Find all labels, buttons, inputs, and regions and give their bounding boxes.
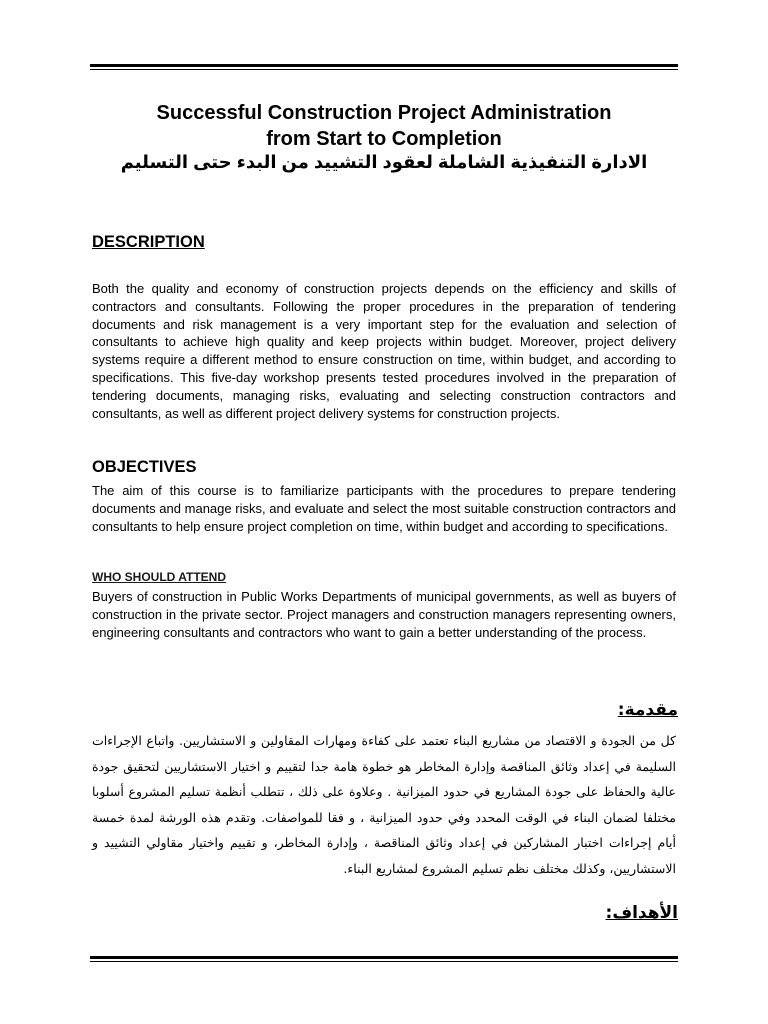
top-rule [90, 64, 678, 70]
page-title-arabic: الادارة التنفيذية الشاملة لعقود التشييد من البدء حتى التسليم [120, 152, 648, 172]
who-should-attend-heading: WHO SHOULD ATTEND [92, 570, 226, 584]
page-title: Successful Construction Project Administration [156, 102, 612, 124]
objectives-heading: OBJECTIVES [92, 458, 197, 476]
arabic-objectives-heading: الأهداف: [605, 903, 678, 923]
description-body: Both the quality and economy of construction projects depends on the efficiency and skills of contractors and consultants. Following the proper procedures in the preparation of tendering documents and risk management is a very important step for the evaluation and selection of consultants to achieve high quality and keep projects within budget. Moreover, project delivery systems require a different method to ensure construction on time, within budget, and according to specifications. This five-day workshop presents tested procedures involved in the preparation of tendering documents, managing risks, evaluating and selecting construction contractors and consultants, as well as different project delivery systems for construction projects. [92, 281, 676, 421]
arabic-intro-body: كل من الجودة و الاقتصاد من مشاريع البناء تعتمد على كفاءة ومهارات المقاولين و الاستشاريين. واتباع الإجراءات السليمة في إعداد وثائق المناقصة وإدارة المخاطر هو خطوة هامة جدا لتقييم و اختيار الاستشاريين لتحقيق جودة عالية والحفاظ على جودة المشاريع في حدود الميزانية . وعلاوة على ذلك ، تتطلب أنظمة تسليم المشروع أسلوبا مختلفا لضمان البناء في الوقت المحدد وفي حدود الميزانية ، و فقا للمواصفات. وتقدم هذه الورشة لمدة خمسة أيام إجراءات اختبار المشاركين في إعداد وثائق المناقصة ، وإدارة المخاطر، و تقييم واختيار مقاولي التشييد و الاستشاريين، وكذلك مختلف نظم تسليم المشروع لمشاريع البناء. [92, 733, 676, 876]
objectives-body: The aim of this course is to familiarize participants with the procedures to prepare tendering documents and manage risks, and evaluate and select the most suitable construction contractors and consultants to help ensure project completion on time, within budget and according to specifications. [92, 483, 676, 534]
bottom-rule [90, 956, 678, 962]
arabic-intro-heading: مقدمة: [617, 700, 678, 720]
who-should-attend-body: Buyers of construction in Public Works Departments of municipal governments, as well as buyers of construction in the private sector. Project managers and construction managers representing owners, engineering consultants and contractors who want to gain a better understanding of the process. [92, 589, 676, 640]
page-subtitle: from Start to Completion [266, 128, 502, 150]
description-heading: DESCRIPTION [92, 233, 205, 251]
